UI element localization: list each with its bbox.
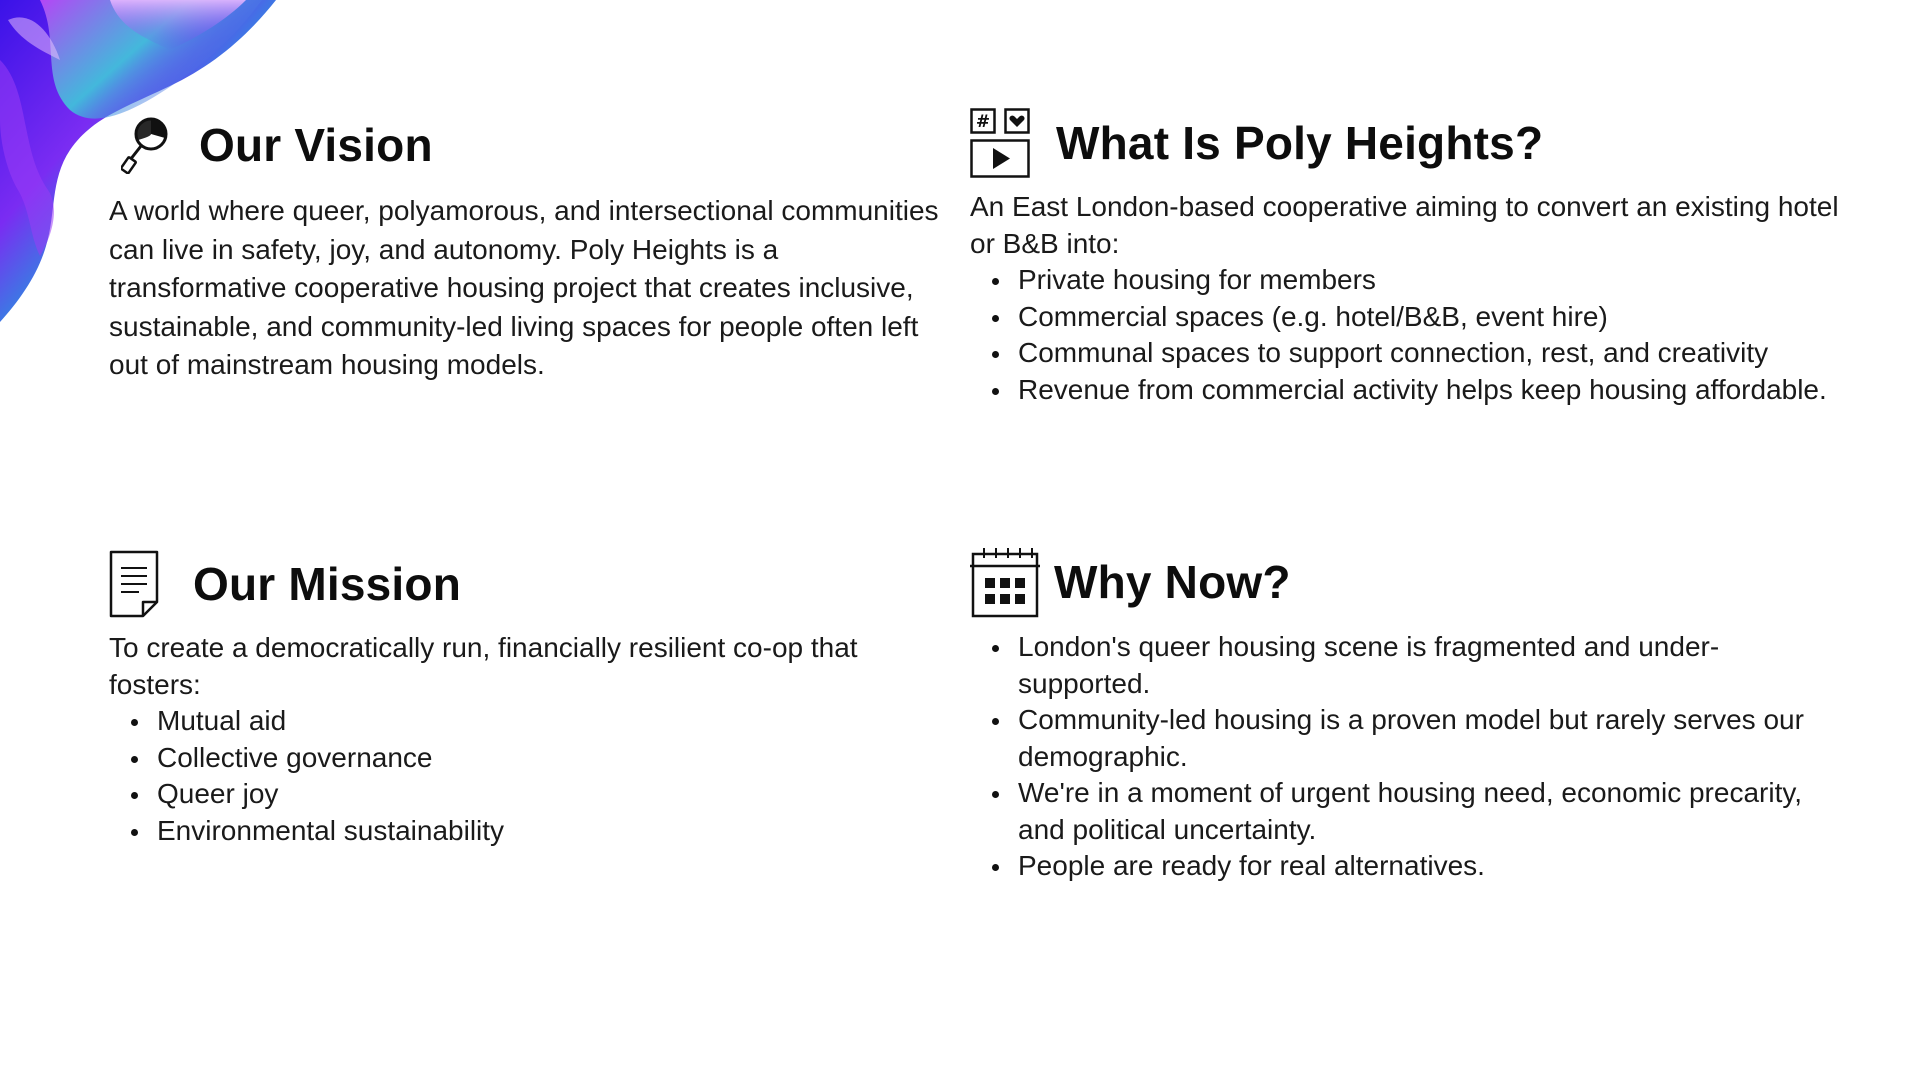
list-item: Queer joy bbox=[109, 776, 939, 813]
mission-intro: To create a democratically run, financially resilient co-op that fosters: bbox=[109, 632, 858, 700]
mission-list bbox=[109, 703, 939, 849]
list-item: Collective governance bbox=[109, 740, 939, 777]
list-item: We're in a moment of urgent housing need, economic precarity, and political uncertainty. bbox=[970, 775, 1840, 848]
why-header bbox=[970, 545, 1840, 619]
why-title: Why Now? bbox=[1054, 556, 1291, 608]
list-item: Revenue from commercial activity helps keep housing affordable. bbox=[970, 372, 1840, 409]
list-item: Communal spaces to support connection, rest, and creativity bbox=[970, 335, 1840, 372]
list-item: London's queer housing scene is fragmented and under-supported. bbox=[970, 629, 1840, 702]
list-item: Environmental sustainability bbox=[109, 813, 939, 850]
what-list bbox=[970, 262, 1840, 408]
document-icon bbox=[109, 550, 161, 618]
mission-section bbox=[109, 549, 939, 849]
magnifier-icon bbox=[117, 116, 175, 174]
what-header bbox=[970, 108, 1840, 178]
vision-title: Our Vision bbox=[199, 119, 433, 171]
list-item: Private housing for members bbox=[970, 262, 1840, 299]
list-item: Community-led housing is a proven model but rarely serves our demographic. bbox=[970, 702, 1840, 775]
list-item: Commercial spaces (e.g. hotel/B&B, event hire) bbox=[970, 299, 1840, 336]
mission-title: Our Mission bbox=[193, 558, 462, 610]
why-list bbox=[970, 629, 1840, 885]
vision-body: A world where queer, polyamorous, and intersectional communities can live in safety, joy, and autonomy. Poly Heights is a transformative cooperative housing project that creates inclusive, sustainable, and community-led living spaces for people often left out of mainstream housing models. bbox=[109, 195, 939, 380]
mission-header bbox=[109, 549, 939, 619]
svg-text:#: # bbox=[975, 112, 991, 132]
media-grid-icon bbox=[970, 108, 1030, 178]
what-title: What Is Poly Heights? bbox=[1056, 117, 1544, 169]
what-section bbox=[970, 108, 1840, 408]
why-section bbox=[970, 545, 1840, 885]
vision-section bbox=[109, 110, 939, 385]
list-item: People are ready for real alternatives. bbox=[970, 848, 1840, 885]
list-item: Mutual aid bbox=[109, 703, 939, 740]
calendar-icon bbox=[970, 546, 1042, 618]
vision-header bbox=[109, 110, 939, 180]
what-intro: An East London-based cooperative aiming to convert an existing hotel or B&B into: bbox=[970, 191, 1839, 259]
